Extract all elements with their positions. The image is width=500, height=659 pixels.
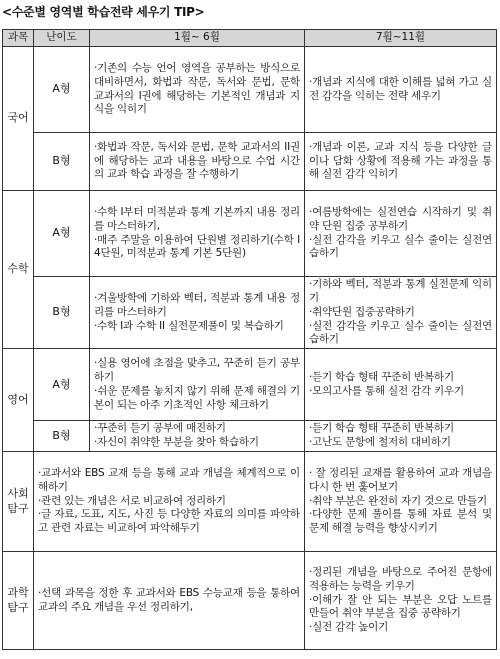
strategy-item: ·듣기 학습 형태 꾸준히 반복하기: [309, 422, 454, 435]
subject-korean: 국어: [3, 47, 34, 191]
table-row: [3, 452, 497, 552]
strategy-item: ·모의고사를 통해 실전 감각 키우기: [309, 384, 464, 397]
strategy-item: ·관련 있는 개념은 서로 비교하여 정리하기: [38, 494, 226, 507]
strategy-item: ·기하와 벡터, 적분과 통계 실전문제 익히기: [309, 278, 492, 304]
table-row: [3, 421, 497, 452]
strategy-item: ·취약단원 집중공략하기: [309, 305, 415, 318]
strategy-item: ·고난도 문항에 철저히 대비하기: [309, 436, 451, 449]
strategy-item: ·글 자료, 도표, 지도, 사진 등 다양한 자료의 의미를 파악하고 관련 자료는 비교하여 파악해두기: [38, 508, 300, 535]
strategy-item: ·자신이 취약한 부분을 찾아 학습하기: [94, 436, 259, 449]
strategy-item: ·선택 과목을 정한 후 교과서와 EBS 수능교재 등을 통하여 교과의 주요 개념을 우선 정리하기,: [38, 586, 300, 613]
late-strategy: [305, 421, 497, 452]
header-row: [3, 30, 497, 47]
strategy-item: ·여름방학에는 실전연습 시작하기 및 취약 단원 집중 공부하기: [309, 205, 492, 232]
strategy-item: ·개념과 이론, 교과 지식 등을 다양한 글이나 담화 상황에 적용해 가는 과정을 통해 실전 감각 익히기: [309, 140, 492, 181]
page-title: <수준별 영역별 학습전략 세우기 TIP>: [2, 5, 205, 19]
table-row: [3, 277, 497, 349]
strategy-item: ·기존의 수능 언어 영역을 공부하는 방식으로 대비하면서, 화법과 작문, 독서와 문법, 문학 교과서의 I권에 해당하는 기본적인 개념과 지식을 익히기: [94, 61, 300, 116]
header-months-1-6: 1휠~ 6휠: [90, 30, 305, 47]
level-cell: B형: [34, 133, 90, 191]
subject-science: 과학 탐구: [3, 552, 34, 650]
strategy-item: · 잘 정리된 교재를 활용하여 교과 개념을 다시 한 번 훑어보기: [309, 466, 492, 493]
table-row: [3, 133, 497, 191]
subject-math: 수학: [3, 191, 34, 349]
strategy-item: ·교과서와 EBS 교재 등을 통해 교과 개념을 체계적으로 이해하기: [38, 466, 300, 493]
late-strategy: [305, 133, 497, 191]
late-strategy: [305, 552, 497, 650]
level-cell: A형: [34, 349, 90, 421]
early-strategy: [90, 349, 305, 421]
level-cell: A형: [34, 191, 90, 277]
strategy-item: ·취약 부분은 완전히 자기 것으로 만들기: [309, 494, 487, 507]
early-strategy: [90, 421, 305, 452]
strategy-item: ·실전 감각을 키우고 실수 줄이는 실전연습하기: [309, 233, 492, 260]
header-level: 난이도: [34, 30, 90, 47]
level-cell: A형: [34, 47, 90, 133]
strategy-item: ·쉬운 문제를 놓치지 않기 위해 문제 해결의 기본이 되는 아주 기초적인 사항 체크하기: [94, 384, 300, 411]
strategy-item: ·실용 영어에 초점을 맞추고, 꾸준히 듣기 공부하기: [94, 357, 300, 383]
early-strategy: [34, 452, 305, 552]
table-row: [3, 349, 497, 421]
strategy-item: ·꾸준히 듣기 공부에 매진하기: [94, 422, 226, 435]
late-strategy: [305, 47, 497, 133]
early-strategy: [34, 552, 305, 650]
level-cell: B형: [34, 277, 90, 349]
early-strategy: [90, 191, 305, 277]
header-months-7-11: 7휠~11휠: [305, 30, 497, 47]
strategy-item: ·화법과 작문, 독서와 문법, 문학 교과서의 II권에 해당하는 교과 내용을 바탕으로 수업 시간의 교과 학습 과정을 잘 수행하기: [94, 140, 300, 181]
strategy-item: ·정리된 개념을 바탕으로 주어진 문항에 적용하는 능력을 키우기: [309, 565, 492, 592]
level-cell: B형: [34, 421, 90, 452]
late-strategy: [305, 277, 497, 349]
early-strategy: [90, 47, 305, 133]
strategy-item: ·이해가 잘 안 되는 부분은 오답 노트를 만들어 취약 부분을 집중 공략하기: [309, 593, 492, 620]
strategy-item: ·실전 감각 높이기: [309, 621, 389, 634]
strategy-item: ·겨울방학에 기하와 벡터, 적분과 통계 내용 정리를 마스터하기: [94, 291, 300, 318]
strategy-item: ·개념과 지식에 대한 이해를 넓혀 가고 실전 감각을 익히는 전략 세우기: [309, 75, 492, 102]
strategy-item: ·수학 I부터 미적분과 통계 기본까지 내용 정리를 마스터하기,: [94, 205, 300, 232]
strategy-table: [2, 29, 497, 650]
strategy-item: ·다양한 문제 풀이를 통해 자료 분석 및 문제 해결 능력을 향상시키기: [309, 508, 492, 535]
table-row: [3, 191, 497, 277]
early-strategy: [90, 133, 305, 191]
late-strategy: [305, 191, 497, 277]
strategy-item: ·수학 I과 수학 II 실전문제풀이 및 복습하기: [94, 319, 284, 332]
header-subject: 과목: [3, 30, 34, 47]
strategy-item: ·듣기 학습 형태 꾸준히 반복하기: [309, 370, 454, 383]
strategy-item: ·실전 감각을 키우고 실수 줄이는 실전연습하기: [309, 319, 492, 346]
late-strategy: [305, 349, 497, 421]
early-strategy: [90, 277, 305, 349]
strategy-item: ·매주 주말을 이용하여 단원별 정리하기(수학 I 4단원, 미적분과 통계 기본 5단원): [94, 233, 300, 260]
late-strategy: [305, 452, 497, 552]
subject-social-studies: 사회 탐구: [3, 452, 34, 552]
table-row: [3, 552, 497, 650]
subject-english: 영어: [3, 349, 34, 452]
table-row: [3, 47, 497, 133]
